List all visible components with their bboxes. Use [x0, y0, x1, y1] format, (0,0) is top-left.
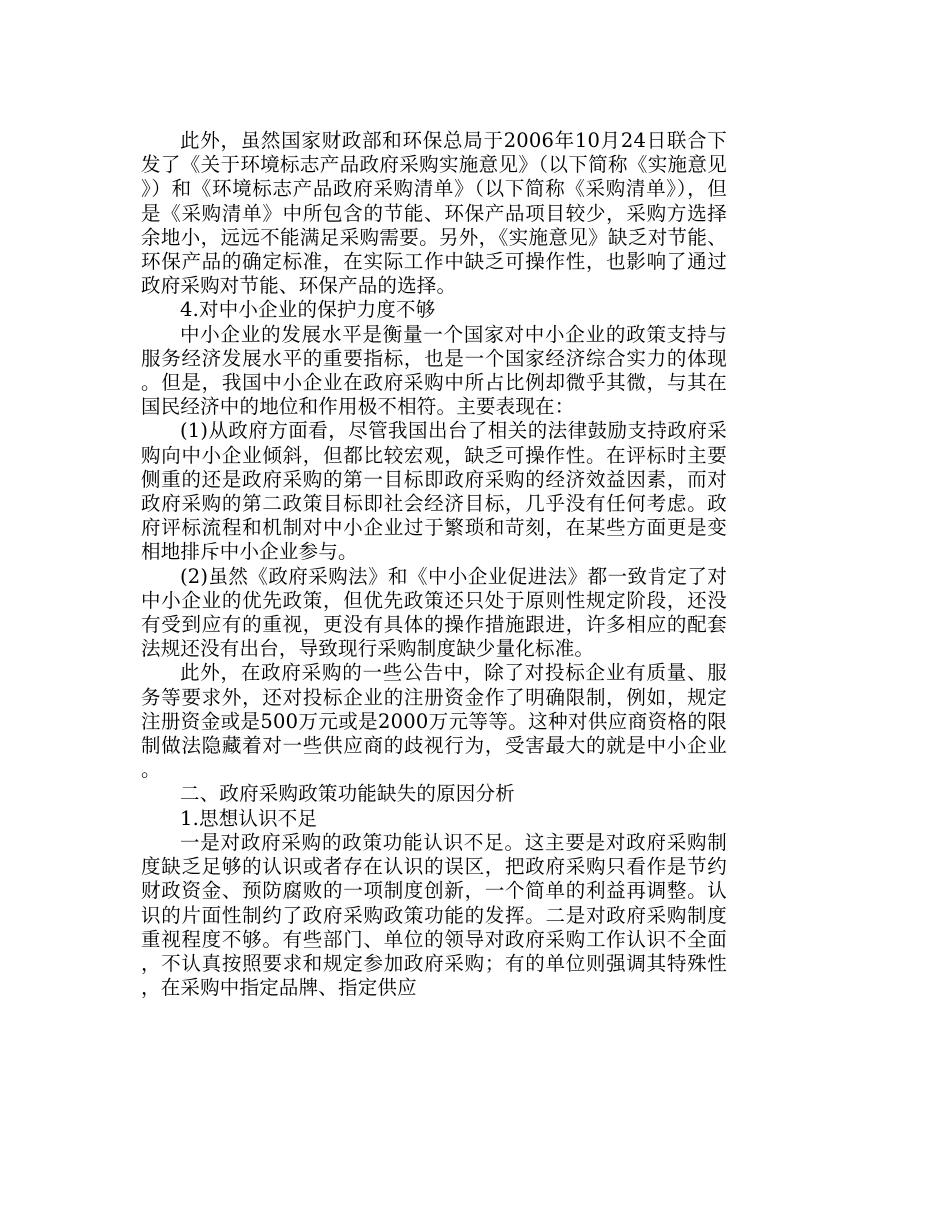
- paragraph-law-priority-policy: (2)虽然《政府采购法》和《中小企业促进法》都一致肯定了对中小企业的优先政策，但优先政策还只处于原则性规定阶段，还没有受到应有的重视，更没有具体的操作措施跟进，许多相应的配套法规还没有出台，导致现行采购制度缺少量化标准。: [141, 564, 727, 661]
- paragraph-sme-development: 中小企业的发展水平是衡量一个国家对中小企业的政策支持与服务经济发展水平的重要指标，也是一个国家经济综合实力的体现。但是，我国中小企业在政府采购中所占比例却微乎其微，与其在国民经济中的地位和作用极不相符。主要表现在：: [141, 322, 727, 419]
- paragraph-awareness-details: 一是对政府采购的政策功能认识不足。这主要是对政府采购制度缺乏足够的认识或者存在认识的误区，把政府采购只看作是节约财政资金、预防腐败的一项制度创新，一个简单的利益再调整。认识的片面性制约了政府采购政策功能的发挥。二是对政府采购制度重视程度不够。有些部门、单位的领导对政府采购工作认识不全面，不认真按照要求和规定参加政府采购；有的单位则强调其特殊性，在采购中指定品牌、指定供应: [141, 830, 727, 1000]
- paragraph-government-side: (1)从政府方面看，尽管我国出台了相关的法律鼓励支持政府采购向中小企业倾斜，但都比较宏观，缺乏可操作性。在评标时主要侧重的还是政府采购的第一目标即政府采购的经济效益因素，而对政府采购的第二政策目标即社会经济目标，几乎没有任何考虑。政府评标流程和机制对中小企业过于繁琐和苛刻，在某些方面更是变相地排斥中小企业参与。: [141, 419, 727, 564]
- heading-sme-protection: 4.对中小企业的保护力度不够: [180, 298, 436, 322]
- section-heading-cause-analysis: 二、政府采购政策功能缺失的原因分析: [180, 782, 515, 806]
- paragraph-registered-capital-limit: 此外，在政府采购的一些公告中，除了对投标企业有质量、服务等要求外，还对投标企业的注册资金作了明确限制，例如，规定注册资金或是500万元或是2000万元等等。这种对供应商资格的限制做法隐藏着对一些供应商的歧视行为，受害最大的就是中小企业。: [141, 661, 727, 782]
- document-body: [141, 129, 727, 1000]
- heading-insufficient-awareness: 1.思想认识不足: [180, 806, 318, 830]
- paragraph-environment-label-procurement: 此外，虽然国家财政部和环保总局于2006年10月24日联合下发了《关于环境标志产品政府采购实施意见》（以下简称《实施意见》）和《环境标志产品政府采购清单》（以下简称《采购清单》），但是《采购清单》中所包含的节能、环保产品项目较少，采购方选择余地小，远远不能满足采购需要。另外，《实施意见》缺乏对节能、环保产品的确定标准，在实际工作中缺乏可操作性，也影响了通过政府采购对节能、环保产品的选择。: [141, 129, 727, 298]
